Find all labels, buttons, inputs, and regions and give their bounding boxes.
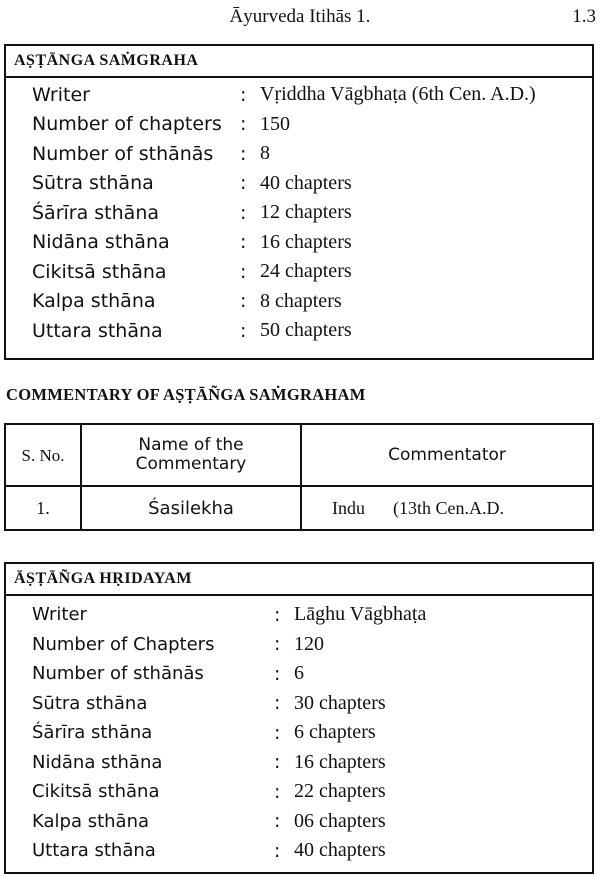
info-label: Writer xyxy=(32,604,87,626)
info-list xyxy=(6,596,592,870)
table-header-row xyxy=(5,424,593,486)
info-row xyxy=(32,316,592,346)
separator: : xyxy=(274,751,281,774)
info-row xyxy=(32,110,592,140)
info-value: 6 chapters xyxy=(294,721,376,744)
info-row xyxy=(32,198,592,228)
separator: : xyxy=(274,603,281,626)
separator: : xyxy=(240,201,247,224)
info-label: Cikitsā sthāna xyxy=(32,260,167,283)
running-title: Āyurveda Itihās 1. xyxy=(229,6,371,27)
info-label: Number of sthānās xyxy=(32,142,214,165)
info-row xyxy=(32,228,592,258)
separator: : xyxy=(240,172,247,195)
info-label: Number of Chapters xyxy=(32,633,215,655)
separator: : xyxy=(240,142,247,165)
info-row xyxy=(32,718,592,748)
page-number: 1.3 xyxy=(572,6,596,27)
cell-commentator xyxy=(301,486,593,530)
info-label: Number of sthānās xyxy=(32,663,204,685)
info-list xyxy=(6,78,592,350)
commentary-heading: COMMENTARY OF AṢṬĀÑGA SAṀGRAHAM xyxy=(6,385,366,404)
info-value: 24 chapters xyxy=(260,260,352,283)
info-label: Uttara sthāna xyxy=(32,840,156,862)
info-row xyxy=(32,748,592,778)
info-value: 16 chapters xyxy=(294,750,386,773)
separator: : xyxy=(240,83,247,106)
separator: : xyxy=(274,810,281,833)
astanga-samgraha-box xyxy=(4,44,594,360)
info-label: Kalpa sthāna xyxy=(32,810,150,832)
info-row xyxy=(32,139,592,169)
table-row xyxy=(5,486,593,530)
info-value: Vṛiddha Vāgbhaṭa (6th Cen. A.D.) xyxy=(260,83,536,106)
cell-name: Śasilekha xyxy=(81,486,301,530)
commentator-name: Indu xyxy=(332,497,365,518)
info-row xyxy=(32,287,592,317)
separator: : xyxy=(240,113,247,136)
info-row xyxy=(32,169,592,199)
separator: : xyxy=(240,319,247,342)
separator: : xyxy=(274,633,281,656)
commentary-table xyxy=(4,423,594,531)
column-header-name: Name of the Commentary xyxy=(81,424,301,486)
info-label: Cikitsā sthāna xyxy=(32,781,160,803)
separator: : xyxy=(240,260,247,283)
info-value: Lāghu Vāgbhaṭa xyxy=(294,603,427,626)
info-label: Writer xyxy=(32,83,90,106)
info-value: 12 chapters xyxy=(260,201,352,224)
separator: : xyxy=(240,290,247,313)
separator: : xyxy=(274,692,281,715)
info-label: Nidāna sthāna xyxy=(32,751,163,773)
separator: : xyxy=(274,839,281,862)
info-row xyxy=(32,807,592,837)
info-value: 06 chapters xyxy=(294,809,386,832)
info-row xyxy=(32,80,592,110)
section-title: ĀṢṬĀÑGA HṚIDAYAM xyxy=(6,564,592,596)
separator: : xyxy=(274,662,281,685)
info-value: 30 chapters xyxy=(294,691,386,714)
info-value: 16 chapters xyxy=(260,230,352,253)
info-label: Śārīra sthāna xyxy=(32,722,153,744)
section-title: AṢṬĀNGA SAṀGRAHA xyxy=(6,46,592,78)
info-value: 40 chapters xyxy=(260,171,352,194)
info-value: 150 xyxy=(260,112,290,135)
info-value: 40 chapters xyxy=(294,839,386,862)
column-header-sno: S. No. xyxy=(5,424,81,486)
info-value: 8 xyxy=(260,142,270,165)
info-value: 120 xyxy=(294,632,324,655)
info-row xyxy=(32,659,592,689)
info-label: Uttara sthāna xyxy=(32,319,163,342)
info-row xyxy=(32,600,592,630)
separator: : xyxy=(274,721,281,744)
commentator-period: (13th Cen.A.D. xyxy=(393,497,504,518)
info-row xyxy=(32,257,592,287)
info-label: Number of chapters xyxy=(32,113,222,136)
info-label: Kalpa sthāna xyxy=(32,290,156,313)
info-label: Sūtra sthāna xyxy=(32,172,154,195)
separator: : xyxy=(274,780,281,803)
info-value: 50 chapters xyxy=(260,319,352,342)
astanga-hridayam-box xyxy=(4,562,594,874)
info-label: Nidāna sthāna xyxy=(32,231,170,254)
column-header-commentator: Commentator xyxy=(301,424,593,486)
info-row xyxy=(32,836,592,866)
info-value: 8 chapters xyxy=(260,289,342,312)
info-value: 22 chapters xyxy=(294,780,386,803)
info-row xyxy=(32,630,592,660)
cell-sno: 1. xyxy=(5,486,81,530)
info-label: Śārīra sthāna xyxy=(32,201,160,224)
separator: : xyxy=(240,231,247,254)
page-header xyxy=(0,4,600,34)
info-label: Sūtra sthāna xyxy=(32,692,148,714)
info-row xyxy=(32,689,592,719)
info-value: 6 xyxy=(294,662,304,685)
info-row xyxy=(32,777,592,807)
